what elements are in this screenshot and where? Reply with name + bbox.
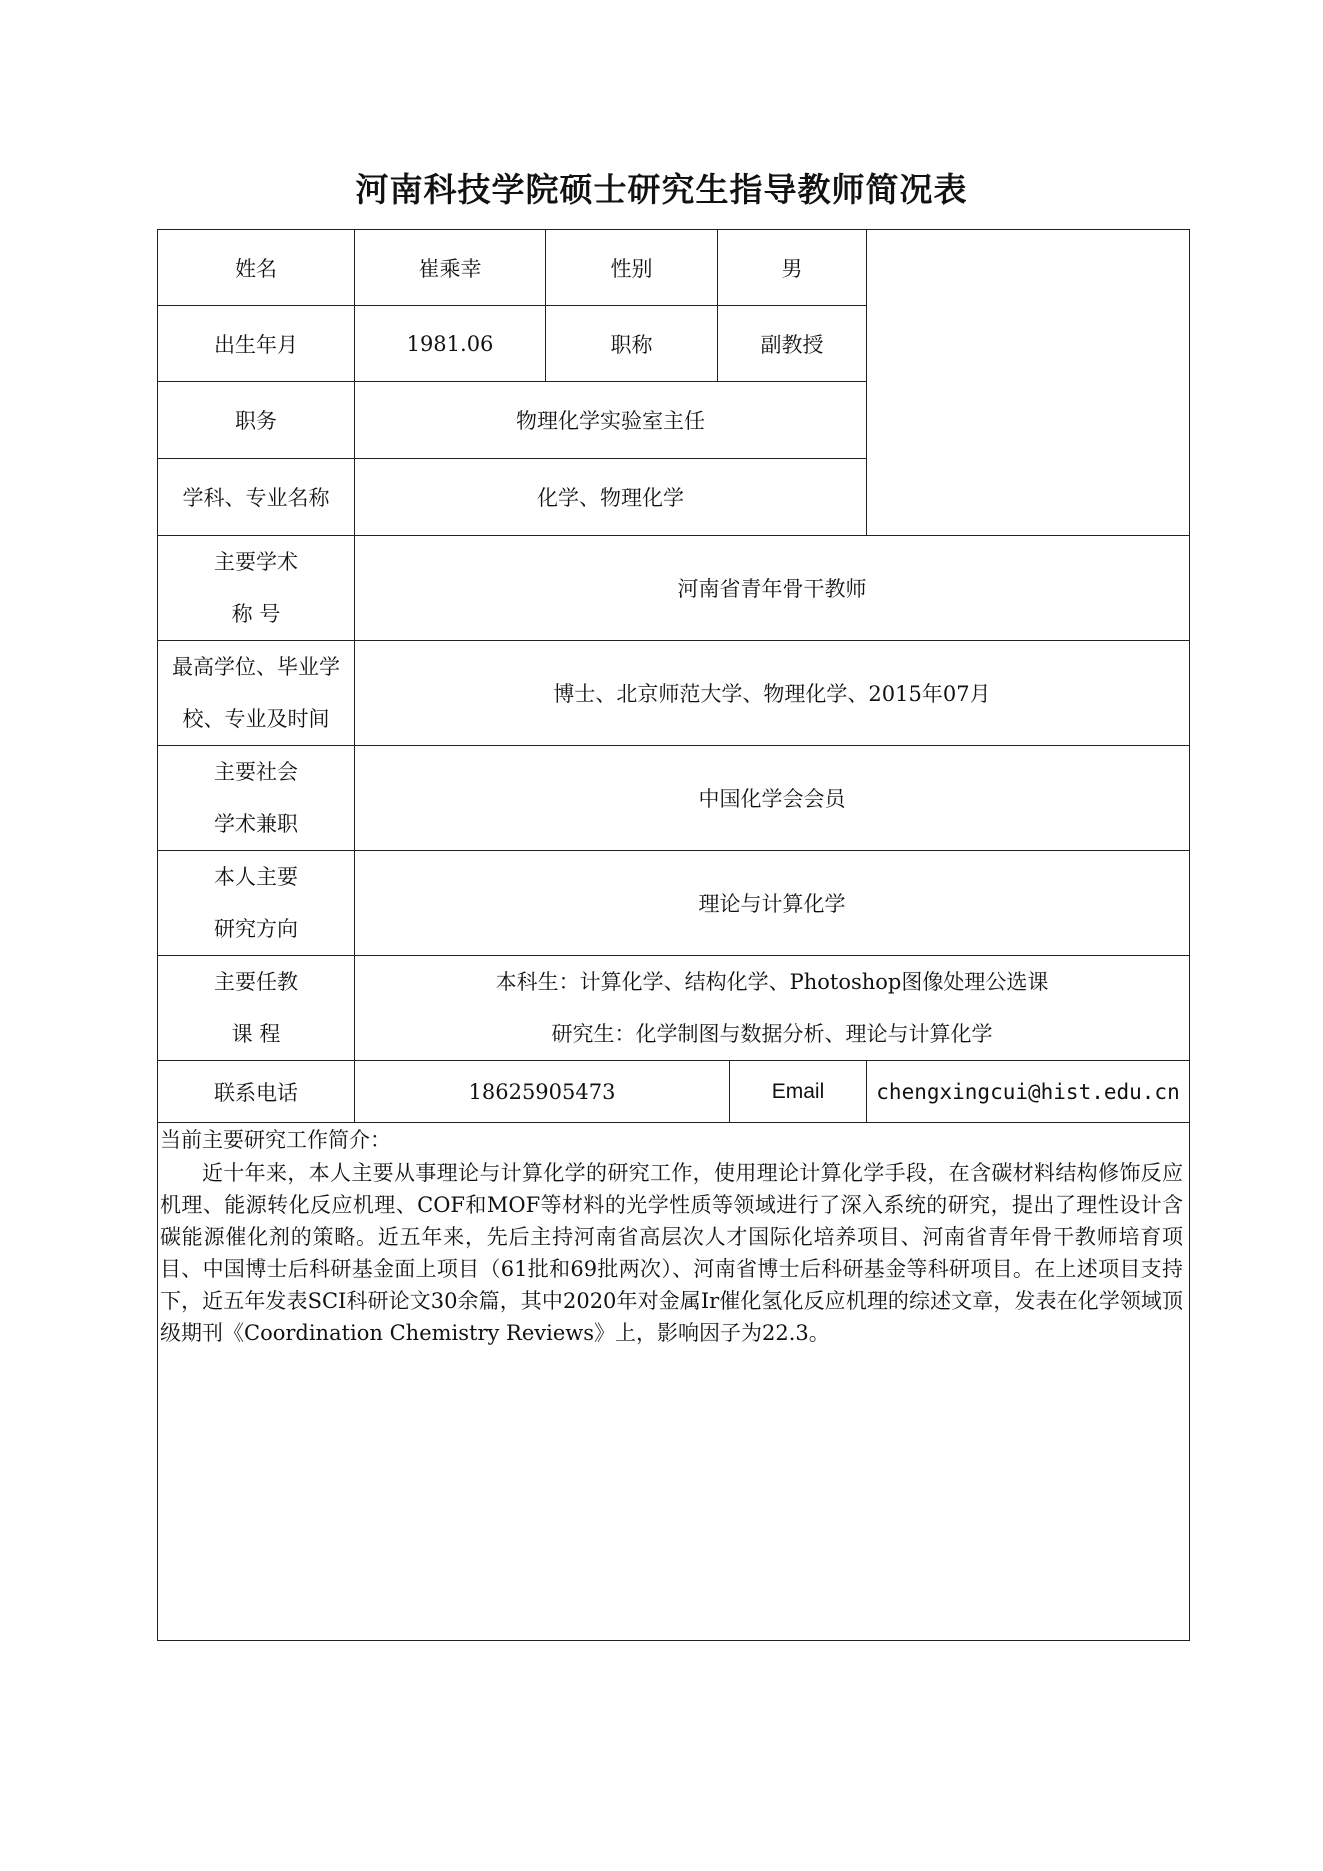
society-label-line-1: 主要社会 [214,760,298,784]
honor-label-line-1: 主要学术 [214,550,298,574]
research-value: 理论与计算化学 [355,851,1190,956]
discipline-label: 学科、专业名称 [158,459,355,536]
row-name-gender [158,230,1190,306]
row-honor [158,536,1190,641]
photo-cell [867,230,1190,536]
email-label: Email [730,1061,867,1123]
name-value: 崔乘幸 [355,230,546,306]
courses-label-line-2: 课 程 [231,1022,281,1046]
courses-label-line-1: 主要任教 [214,970,298,994]
row-research [158,851,1190,956]
degree-value: 博士、北京师范大学、物理化学、2015年07月 [355,641,1190,746]
birth-label: 出生年月 [158,306,355,382]
honor-value: 河南省青年骨干教师 [355,536,1190,641]
research-label [158,851,355,956]
row-courses [158,956,1190,1061]
courses-value [355,956,1190,1061]
intro-body: 近十年来，本人主要从事理论与计算化学的研究工作，使用理论计算化学手段，在含碳材料结构修饰反应机理、能源转化反应机理、COF和MOF等材料的光学性质等领域进行了深入系统的研究，提出了理性设计含碳能源催化剂的策略。近五年来，先后主持河南省高层次人才国际化培养项目、河南省青年骨干教师培育项目、中国博士后科研基金面上项目（61批和69批两次）、河南省博士后科研基金等科研项目。在上述项目支持下，近五年发表SCI科研论文30余篇，其中2020年对金属Ir催化氢化反应机理的综述文章，发表在化学领域顶级期刊《Coordination Chemistry Reviews》上，影响因子为22.3。 [160,1161,1183,1345]
courses-undergraduate: 本科生：计算化学、结构化学、Photoshop图像处理公选课 [495,970,1049,994]
intro-heading: 当前主要研究工作简介： [160,1128,391,1152]
rank-label: 职称 [546,306,718,382]
courses-label [158,956,355,1061]
phone-label: 联系电话 [158,1061,355,1123]
society-label-line-2: 学术兼职 [214,812,298,836]
discipline-value: 化学、物理化学 [355,459,867,536]
degree-label-line-1: 最高学位、毕业学 [172,655,340,679]
gender-value: 男 [718,230,867,306]
row-society [158,746,1190,851]
page-title: 河南科技学院硕士研究生指导教师简况表 [355,170,968,209]
degree-label [158,641,355,746]
position-value: 物理化学实验室主任 [355,382,867,459]
society-label [158,746,355,851]
row-contact [158,1061,1190,1123]
email-value: chengxingcui@hist.edu.cn [867,1061,1190,1123]
courses-graduate: 研究生：化学制图与数据分析、理论与计算化学 [551,1022,993,1046]
research-label-line-2: 研究方向 [214,917,298,941]
honor-label-line-2: 称 号 [231,602,281,626]
research-intro-cell [158,1123,1190,1641]
row-degree [158,641,1190,746]
society-value: 中国化学会会员 [355,746,1190,851]
birth-value: 1981.06 [355,306,546,382]
honor-label [158,536,355,641]
row-intro [158,1123,1190,1641]
name-label: 姓名 [158,230,355,306]
advisor-info-table [157,229,1190,1641]
position-label: 职务 [158,382,355,459]
gender-label: 性别 [546,230,718,306]
research-label-line-1: 本人主要 [214,865,298,889]
phone-value: 18625905473 [355,1061,730,1123]
degree-label-line-2: 校、专业及时间 [182,707,330,731]
rank-value: 副教授 [718,306,867,382]
